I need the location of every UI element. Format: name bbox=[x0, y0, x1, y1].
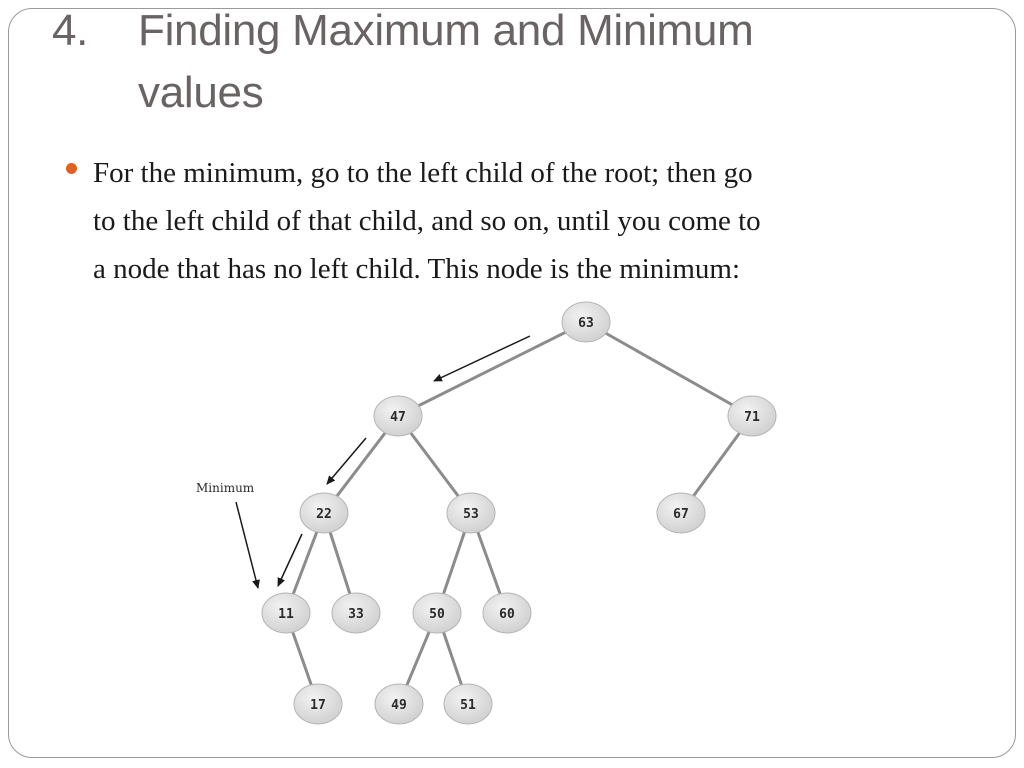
node-label-47: 47 bbox=[390, 410, 406, 425]
tree-node bbox=[657, 493, 705, 533]
node-label-17: 17 bbox=[310, 698, 326, 713]
title-line-2: values bbox=[138, 68, 264, 117]
node-label-51: 51 bbox=[460, 698, 476, 713]
bullet-line-2: to the left child of that child, and so on, until you come to bbox=[93, 205, 761, 237]
node-label-33: 33 bbox=[348, 607, 364, 622]
tree-node bbox=[262, 593, 310, 633]
edge-63-47 bbox=[398, 322, 586, 416]
node-label-49: 49 bbox=[391, 698, 407, 713]
node-label-60: 60 bbox=[499, 607, 515, 622]
tree-node bbox=[447, 493, 495, 533]
tree-node bbox=[728, 396, 776, 436]
bullet-line-3: a node that has no left child. This node is the minimum: bbox=[93, 253, 741, 285]
title-number: 4. bbox=[52, 6, 89, 55]
node-label-53: 53 bbox=[463, 507, 479, 522]
node-label-67: 67 bbox=[673, 507, 689, 522]
node-label-22: 22 bbox=[316, 507, 332, 522]
title-line-1: Finding Maximum and Minimum bbox=[138, 6, 754, 55]
edge-63-71 bbox=[586, 322, 752, 416]
tree-node bbox=[444, 684, 492, 724]
tree-node bbox=[294, 684, 342, 724]
tree-node bbox=[332, 593, 380, 633]
bullet-line-1: For the minimum, go to the left child of the root; then go bbox=[93, 157, 753, 189]
node-label-50: 50 bbox=[429, 607, 445, 622]
tree-node bbox=[562, 302, 610, 342]
tree-node bbox=[374, 396, 422, 436]
tree-node bbox=[375, 684, 423, 724]
tree-node bbox=[483, 593, 531, 633]
minimum-label: Minimum bbox=[196, 481, 255, 495]
tree-node bbox=[413, 593, 461, 633]
tree-node bbox=[300, 493, 348, 533]
node-label-11: 11 bbox=[278, 607, 294, 622]
arrow-47-to-22 bbox=[327, 438, 366, 484]
node-label-63: 63 bbox=[578, 316, 594, 331]
node-label-71: 71 bbox=[744, 410, 760, 425]
arrow-minimum-to-11 bbox=[236, 502, 258, 588]
tree-nodes bbox=[262, 302, 776, 724]
